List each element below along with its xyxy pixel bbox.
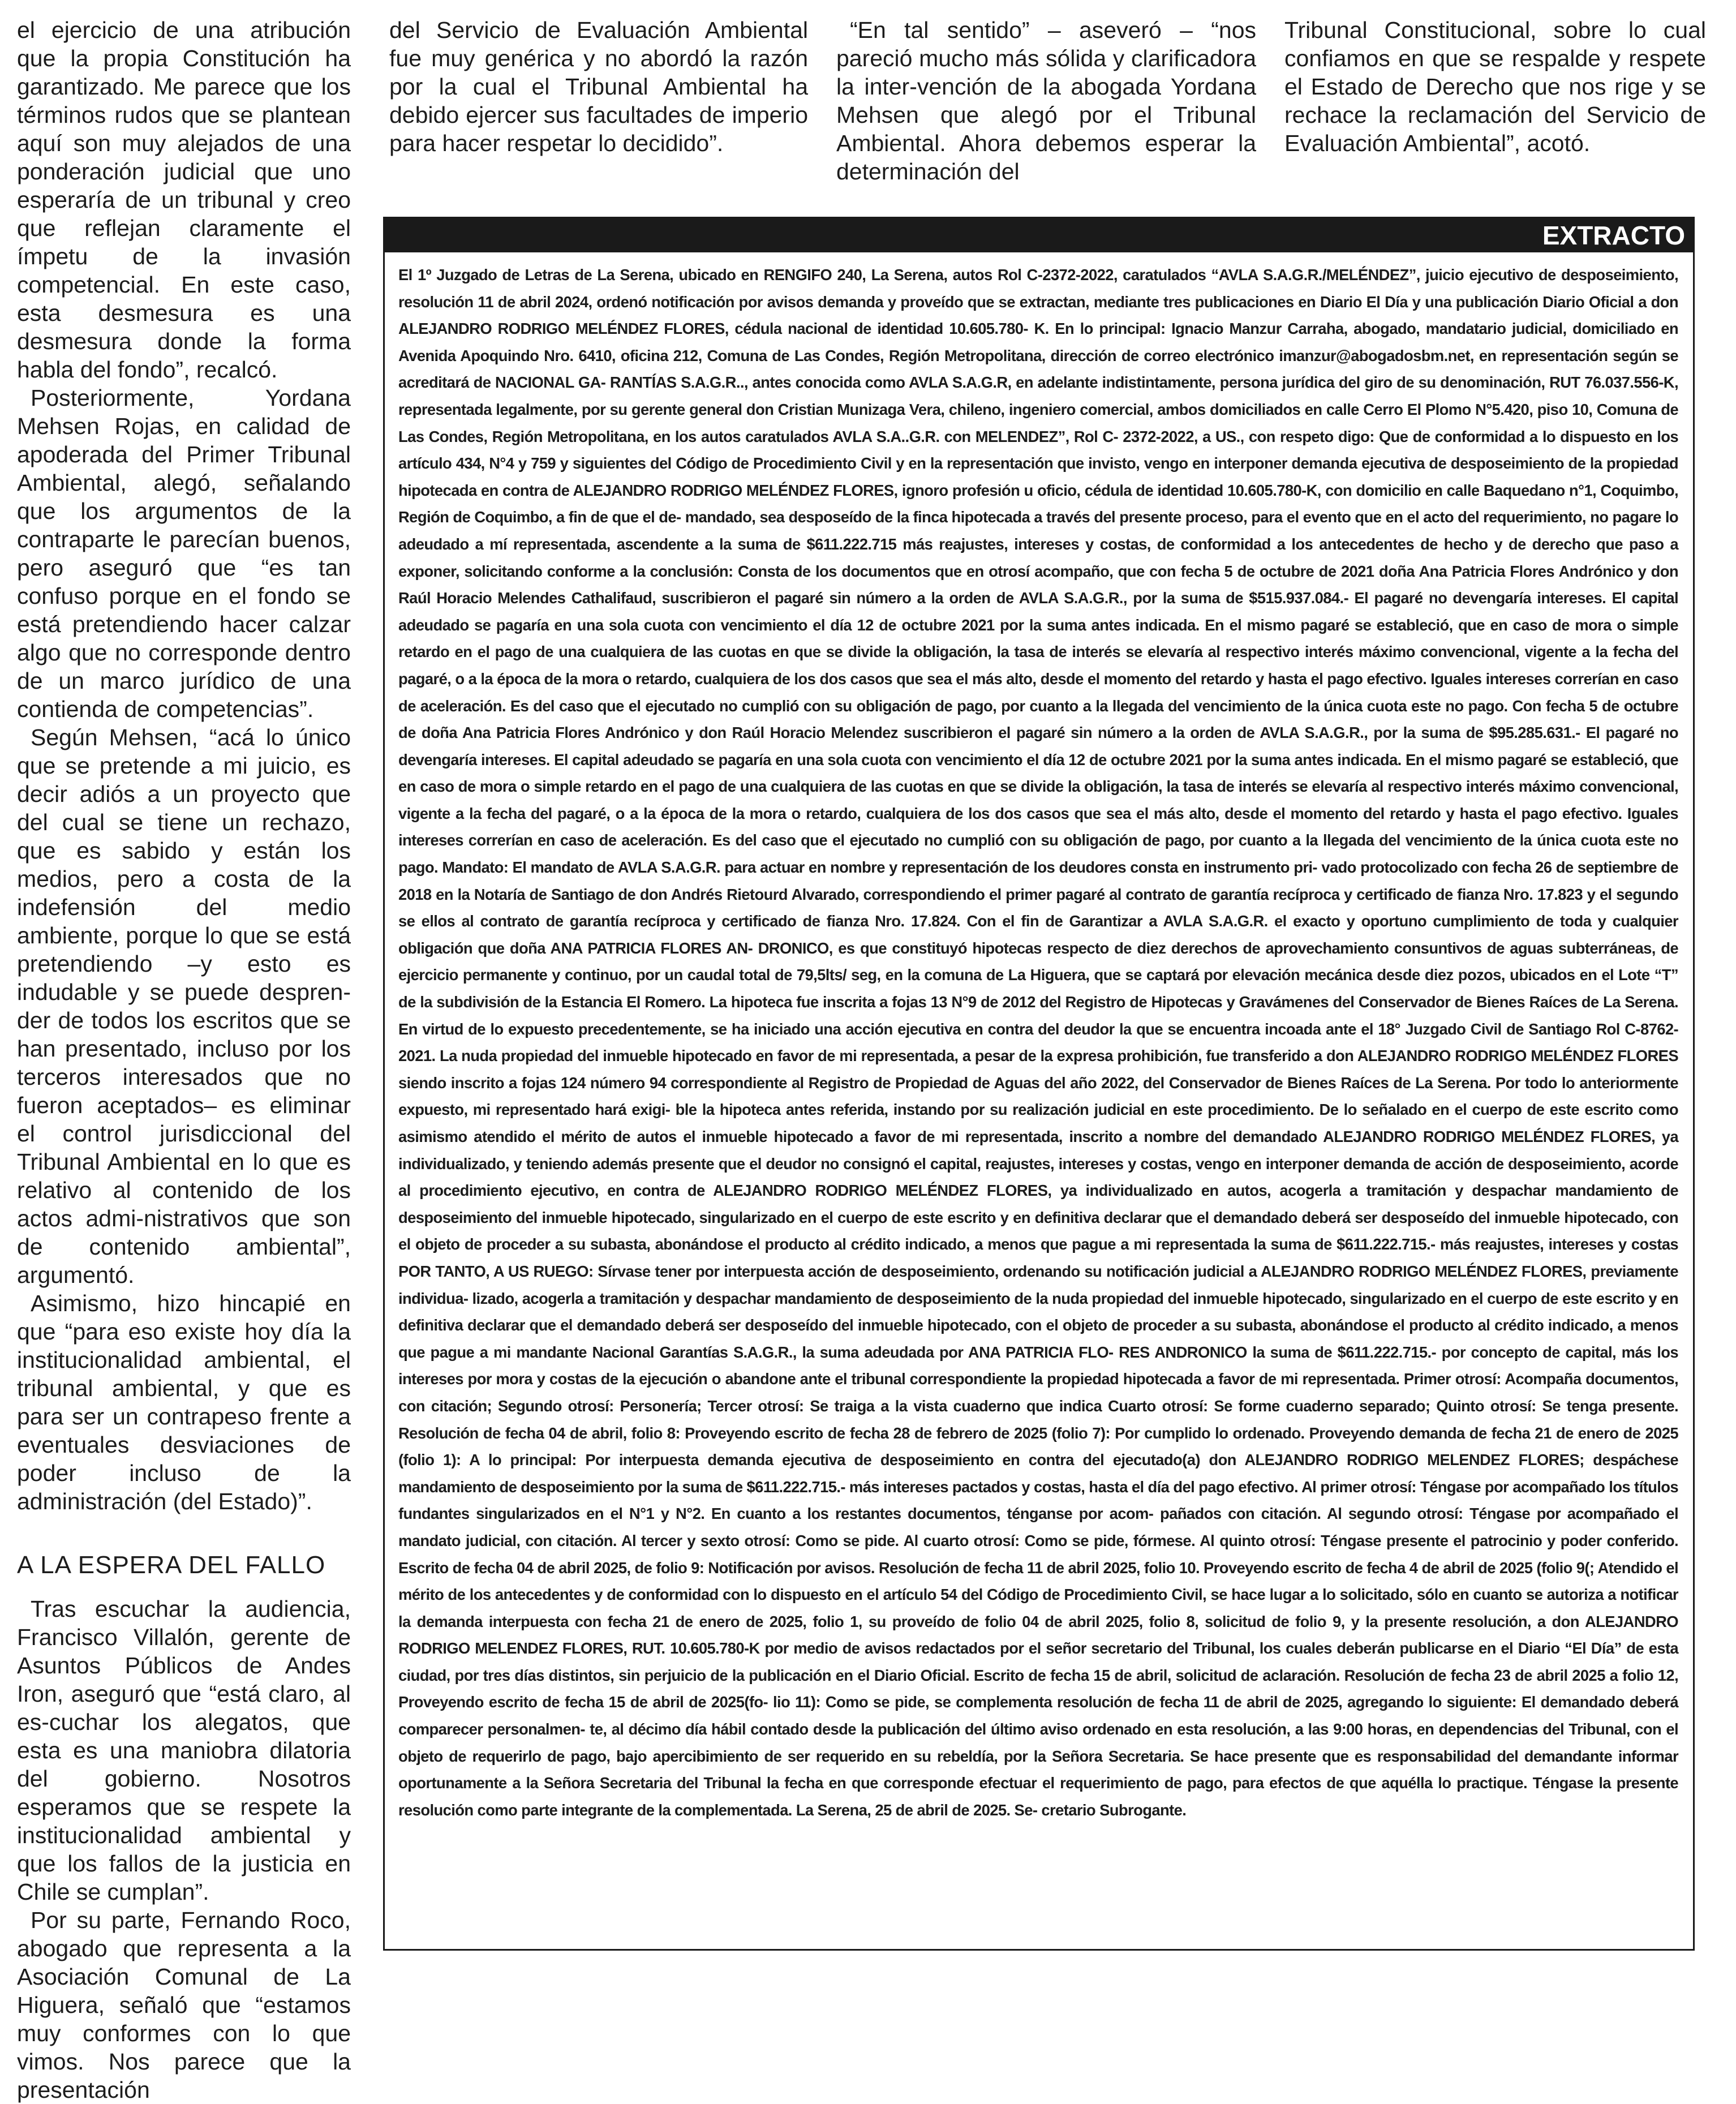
top-article-column xyxy=(1284,16,1706,157)
extract-heading: EXTRACTO xyxy=(385,218,1693,252)
article-paragraph: Tribunal Constitucional, sobre lo cual confiamos en que se respalde y respete el Estado de Derecho que nos rige y se rechace la reclamación del Servicio de Evaluación Ambiental”, acotó. xyxy=(1284,17,1706,156)
left-article-column xyxy=(17,16,351,2104)
article-paragraph: Asimismo, hizo hincapié en que “para eso existe hoy día la institucionalidad ambiental, el tribunal ambiental, y que es para ser un contrapeso frente a eventuales desviaciones de poder incluso de la administración (del Estado)”. xyxy=(17,1290,351,1514)
article-paragraph: el ejercicio de una atribución que la propia Constitución ha garantizado. Me parece que los términos rudos que se plantean aquí son muy alejados de una ponderación judicial que uno esperaría de un tribunal y creo que reflejan claramente el ímpetu de la invasión competencial. En este caso, esta desmesura es una desmesura donde la forma habla del fondo”, recalcó. xyxy=(17,17,351,383)
article-paragraph: del Servicio de Evaluación Ambiental fue muy genérica y no abordó la razón por la cual el Tribunal Ambiental ha debido ejercer sus facultades de imperio para hacer respetar lo decidido”. xyxy=(389,17,808,156)
top-article-column xyxy=(836,16,1256,186)
article-paragraph: “En tal sentido” – aseveró – “nos pareció mucho más sólida y clarificadora la inter-vención de la abogada Yordana Mehsen que alegó por el Tribunal Ambiental. Ahora debemos esperar la determinación del xyxy=(836,17,1256,184)
top-article-column xyxy=(389,16,808,157)
article-paragraph: Tras escuchar la audiencia, Francisco Villalón, gerente de Asuntos Públicos de Andes Iron, aseguró que “está claro, al es-cuchar los alegatos, que esta es una maniobra dilatoria del gobierno. Nosotros esperamos que se respete la institucionalidad ambiental y que los fallos de la justicia en Chile se cumplan”. xyxy=(17,1596,351,1905)
extract-body-text: El 1º Juzgado de Letras de La Serena, ubicado en RENGIFO 240, La Serena, autos Rol C-2372-2022, caratulados “AVLA S.A.G.R./MELÉNDEZ”, juicio ejecutivo de desposeimiento, resolución 11 de abril 2024, ordenó notificación por avisos demanda y proveído que se extractan, mediante tres publicaciones en Diario El Día y una publicación Diario Oficial a don ALEJANDRO RODRIGO MELÉNDEZ FLORES, cédula nacional de identidad 10.605.780- K. En lo principal: Ignacio Manzur Carraha, abogado, mandatario judicial, domiciliado en Avenida Apoquindo Nro. 6410, oficina 212, Comuna de Las Condes, Región Metropolitana, dirección de correo electrónico imanzur@abogadosbm.net, en representación según se acreditará de NACIONAL GA- RANTÍAS S.A.G.R.., antes conocida como AVLA S.A.G.R, en adelante indistintamente, persona jurídica del giro de su denominación, RUT 76.037.556-K, representada legalmente, por su gerente general don Cristian Munizaga Vera, chileno, ingeniero comercial, ambos domiciliados en calle Cerro El Plomo N°5.420, piso 10, Comuna de Las Condes, Región Metropolitana, en los autos caratulados AVLA S.A..G.R. con MELENDEZ”, Rol C- 2372-2022, a US., con respeto digo: Que de conformidad a lo dispuesto en los artículo 434, N°4 y 759 y siguientes del Código de Procedimiento Civil y en la representación que invisto, vengo en interponer demanda ejecutiva de desposeimiento de la propiedad hipotecada en contra de ALEJANDRO RODRIGO MELÉNDEZ FLORES, ignoro profesión u oficio, cédula de identidad 10.605.780-K, con domicilio en calle Baquedano n°1, Coquimbo, Región de Coquimbo, a fin de que el de- mandado, sea desposeído de la finca hipotecada a través del presente proceso, para el evento que en el acto del requerimiento, no pagare lo adeudado a mí representada, ascendente a la suma de $611.222.715 más reajustes, intereses y costas, de conformidad a los antecedentes de hecho y de derecho que paso a exponer, solicitando conforme a la conclusión: Consta de los documentos que en otrosí acompaño, que con fecha 5 de octubre de 2021 doña Ana Patricia Flores Andrónico y don Raúl Horacio Melendes Cathalifaud, suscribieron el pagaré sin número a la orden de AVLA S.A.G.R., por la suma de $515.937.084.- El pagaré no devengaría intereses. El capital adeudado se pagaría en una sola cuota con vencimiento el día 12 de octubre 2021 por la suma antes indicada. En el mismo pagaré se estableció, que en caso de mora o simple retardo en el pago de una cualquiera de las cuotas en que se divide la obligación, la tasa de interés se elevaría al respectivo interés máximo convencional, vigente a la fecha del pagaré, o a la época de la mora o retardo, cualquiera de los dos casos que sea el más alto, desde el momento del retardo y hasta el pago efectivo. Iguales intereses correrían en caso de aceleración. Es del caso que el ejecutado no cumplió con su obligación de pago, por cuanto a la llegada del vencimiento de la única cuota este no pago. Con fecha 5 de octubre de doña Ana Patricia Flores Andrónico y don Raúl Horacio Melendez suscribieron el pagaré sin número a la orden de AVLA S.A.G.R., por la suma de $95.285.631.- El pagaré no devengaría intereses. El capital adeudado se pagaría en una sola cuota con vencimiento el día 12 de octubre 2021 por la suma antes indicada. En el mismo pagaré se estableció, que en caso de mora o simple retardo en el pago de una cualquiera de las cuotas en que se divide la obligación, la tasa de interés se elevaría al respectivo interés máximo convencional, vigente a la fecha del pagaré, o a la época de la mora o retardo, cualquiera de los dos casos que sea el más alto, desde el momento del retardo y hasta el pago efectivo. Iguales intereses correrían en caso de aceleración. Es del caso que el ejecutado no cumplió con su obligación de pago, por cuanto a la llegada del vencimiento de la única cuota este no pago. Mandato: El mandato de AVLA S.A.G.R. para actuar en nombre y representación de los deudores consta en instrumento pri- vado protocolizado con fecha 26 de septiembre de 2018 en la Notaría de Santiago de don Andrés Rietourd Alvarado, correspondiendo el primer pagaré al contrato de garantía recíproca y certificado de fianza Nro. 17.823 y el segundo se ellos al contrato de garantía recíproca y certificado de fianza Nro. 17.824. Con el fin de Garantizar a AVLA S.A.G.R. el exacto y oportuno cumplimiento de toda y cualquier obligación que doña ANA PATRICIA FLORES AN- DRONICO, es que constituyó hipotecas respecto de diez derechos de aprovechamiento consuntivos de aguas subterráneas, de ejercicio permanente y continuo, por un caudal total de 79,5lts/ seg, en la comuna de La Higuera, que se captará por elevación mecánica desde diez pozos, ubicados en el Lote “T” de la subdivisión de la Estancia El Romero. La hipoteca fue inscrita a fojas 13 N°9 de 2012 del Registro de Hipotecas y Gravámenes del Conservador de Bienes Raíces de La Serena. En virtud de lo expuesto precedentemente, se ha iniciado una acción ejecutiva en contra del deudor la que se encuentra incoada ante el 18° Juzgado Civil de Santiago Rol C-8762-2021. La nuda propiedad del inmueble hipotecado en favor de mi representada, a pesar de la expresa prohibición, fue transferido a don ALEJANDRO RODRIGO MELÉNDEZ FLORES siendo inscrito a fojas 124 número 94 correspondiente al Registro de Propiedad de Aguas del año 2022, del Conservador de Bienes Raíces de La Serena. Por todo lo anteriormente expuesto, mi representado hará exigi- ble la hipoteca antes referida, instando por su realización judicial en este procedimiento. De lo señalado en el cuerpo de este escrito como asimismo atendido el mérito de autos el inmueble hipotecado a favor de mi representada, inscrito a nombre del demandado ALEJANDRO RODRIGO MELÉNDEZ FLORES, ya individualizado, y teniendo además presente que el deudor no consignó el capital, reajustes, intereses y costas, vengo en interponer demanda de acción de desposeimiento, acorde al procedimiento ejecutivo, en contra de ALEJANDRO RODRIGO MELÉNDEZ FLORES, ya individualizado en autos, acogerla a tramitación y despachar mandamiento de desposeimiento del inmueble hipotecado, singularizado en el cuerpo de este escrito y en definitiva declarar que el demandado deberá ser desposeído del inmueble hipotecado, con el objeto de proceder a su subasta, abonándose el producto al crédito indicado, a menos que pague a mi representada la suma de $611.222.715.- más reajustes, intereses y costas POR TANTO, A US RUEGO: Sírvase tener por interpuesta acción de desposeimiento, ordenando su notificación judicial a ALEJANDRO RODRIGO MELÉNDEZ FLORES, previamente individua- lizado, acogerla a tramitación y despachar mandamiento de desposeimiento de la nuda propiedad del inmueble hipotecado, singularizado en el cuerpo de este escrito y en definitiva declarar que el demandado deberá ser desposeído del inmueble hipotecado, con el objeto de proceder a su subasta, abonándose el producto al crédito indicado, a menos que pague a mi mandante Nacional Garantías S.A.G.R., la suma adeudada por ANA PATRICIA FLO- RES ANDRONICO la suma de $611.222.715.- por concepto de capital, más los intereses por mora y costas de la ejecución o abandone ante el tribunal correspondiente la propiedad hipotecada a favor de mi representada. Primer otrosí: Acompaña documentos, con citación; Segundo otrosí: Personería; Tercer otrosí: Se traiga a la vista cuaderno que indica Cuarto otrosí: Se forme cuaderno separado; Quinto otrosí: Se tenga presente. Resolución de fecha 04 de abril, folio 8: Proveyendo escrito de fecha 28 de febrero de 2025 (folio 7): Por cumplido lo ordenado. Proveyendo demanda de fecha 21 de enero de 2025 (folio 1): A lo principal: Por interpuesta demanda ejecutiva de desposeimiento en contra del ejecutado(a) don ALEJANDRO RODRIGO MELENDEZ FLORES; despáchese mandamiento de desposeimiento por la suma de $611.222.715.- más intereses pactados y costas, hasta el día del pago efectivo. Al primer otrosí: Téngase por acompañado los títulos fundantes singularizados en el N°1 y N°2. En cuanto a los restantes documentos, ténganse por acom- pañados con citación. Al segundo otrosí: Téngase por acompañado el mandato judicial, con citación. Al tercer y sexto otrosí: Como se pide. Al cuarto otrosí: Como se pide, fórmese. Al quinto otrosí: Téngase presente el patrocinio y poder conferido. Escrito de fecha 04 de abril 2025, de folio 9: Notificación por avisos. Resolución de fecha 11 de abril 2025, folio 10. Proveyendo escrito de fecha 4 de abril de 2025 (folio 9(; Atendido el mérito de los antecedentes y de conformidad con lo dispuesto en el artículo 54 del Código de Procedimiento Civil, se hace lugar a lo solicitado, sólo en cuanto se autoriza a notificar la demanda interpuesta con fecha 21 de enero de 2025, folio 1, su proveído de folio 04 de abril 2025, folio 8, solicitud de folio 9, y la presente resolución, a don ALEJANDRO RODRIGO MELENDEZ FLORES, RUT. 10.605.780-K por medio de avisos redactados por el señor secretario del Tribunal, los cuales deberán publicarse en el Diario “El Día” de esta ciudad, por tres días distintos, sin perjuicio de la publicación en el Diario Oficial. Escrito de fecha 15 de abril, solicitud de aclaración. Resolución de fecha 23 de abril 2025 a folio 12, Proveyendo escrito de fecha 15 de abril de 2025(fo- lio 11): Como se pide, se complementa resolución de fecha 11 de abril de 2025, agregando lo siguiente: El demandado deberá comparecer personalmen- te, al décimo día hábil contado desde la publicación del último aviso ordenado en esta resolución, a las 9:00 horas, en dependencias del Tribunal, con el objeto de requerirlo de pago, bajo apercibimiento de ser requerido en su rebeldía, por la Señora Secretaria. Se hace presente que es responsabilidad del demandante informar oportunamente a la Señora Secretaria del Tribunal la fecha en que corresponde efectuar el requerimiento de pago, para efectos de que aquélla lo practique. Téngase la presente resolución como parte integrante de la complementada. La Serena, 25 de abril de 2025. Se- cretario Subrogante. xyxy=(398,266,1678,1819)
article-paragraph: Según Mehsen, “acá lo único que se pretende a mi juicio, es decir adiós a un proyecto que del cual se tiene un rechazo, que es sabido y están los medios, pero a costa de la indefensión del medio ambiente, porque lo que se está pretendiendo –y esto es indudable y se puede despren-der de todos los escritos que se han presentado, incluso por los terceros interesados que no fueron aceptados– es eliminar el control jurisdiccional del Tribunal Ambiental en lo que es relativo al contenido de los actos admi-nistrativos que son de contenido ambiental”, argumentó. xyxy=(17,724,351,1288)
article-paragraph: Por su parte, Fernando Roco, abogado que representa a la Asociación Comunal de La Higuera, señaló que “estamos muy conformes con lo que vimos. Nos parece que la presentación xyxy=(17,1907,351,2103)
article-paragraph: Posteriormente, Yordana Mehsen Rojas, en calidad de apoderada del Primer Tribunal Ambiental, alegó, señalando que los argumentos de la contraparte le parecían buenos, pero aseguró que “es tan confuso porque en el fondo se está pretendiendo hacer calzar algo que no corresponde dentro de un marco jurídico de una contienda de competencias”. xyxy=(17,385,351,722)
legal-notice-box xyxy=(383,217,1695,1951)
section-subheading: A LA ESPERA DEL FALLO xyxy=(17,1551,326,1579)
